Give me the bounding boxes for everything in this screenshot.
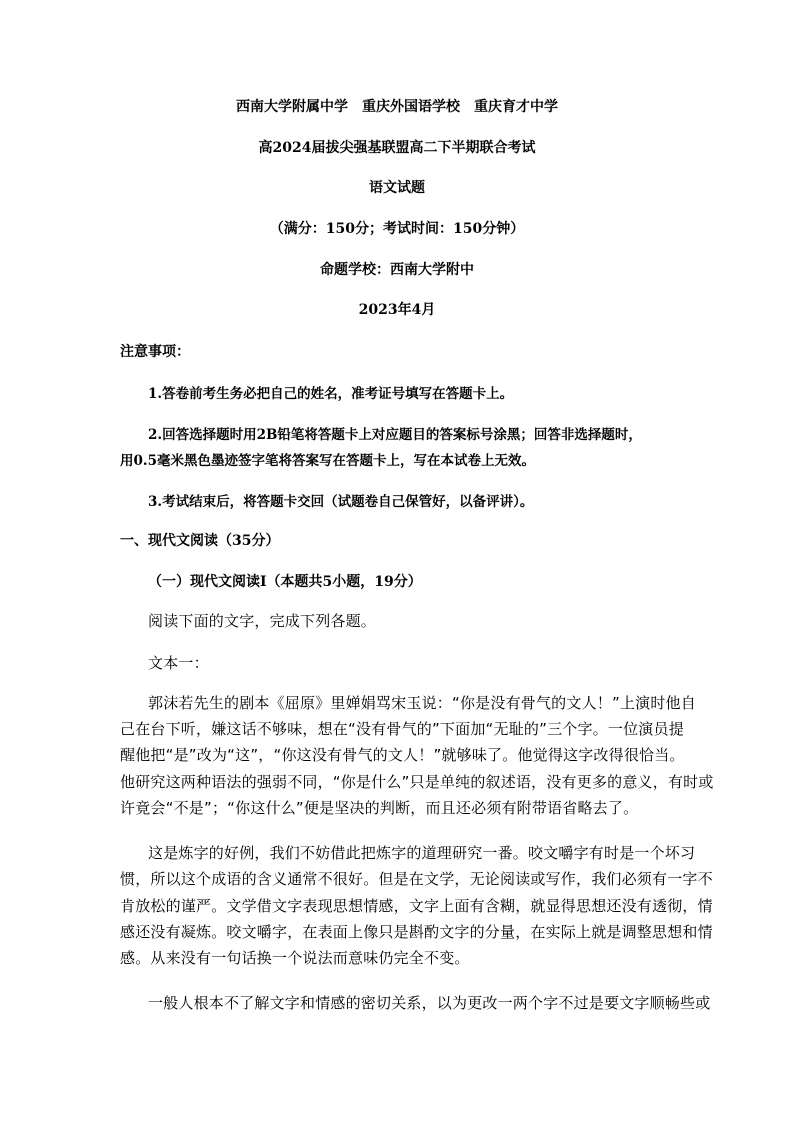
exam-title: 高2024届拔尖强基联盟高二下半期联合考试 <box>258 140 536 156</box>
setter-school: 命题学校：西南大学附中 <box>320 262 474 278</box>
passage-line: 一般人根本不了解文字和情感的密切关系，以为更改一两个字不过是要文字顺畅些或 <box>148 994 711 1012</box>
passage-line: 郭沫若先生的剧本《屈原》里婵娟骂宋玉说：“你是没有骨气的文人！”上演时他自 <box>148 694 696 712</box>
passage-line: 醒他把“是”改为“这”，“你这没有骨气的文人！”就够味了。他觉得这字改得很恰当。 <box>120 746 685 764</box>
school-names: 西南大学附属中学 重庆外国语学校 重庆育才中学 <box>236 99 558 115</box>
notice-item-2-line-2: 用0.5毫米黑色墨迹签字笔将答案写在答题卡上，写在本试卷上无效。 <box>120 453 535 469</box>
notice-title: 注意事项： <box>120 344 190 360</box>
passage-line: 惯，所以这个成语的含义通常不很好。但是在文学，无论阅读或写作，我们必须有一字不 <box>120 870 713 888</box>
passage-line: 他研究这两种语法的强弱不同，“你是什么”只是单纯的叙述语，没有更多的意义，有时或 <box>120 773 714 791</box>
passage-line: 感。从来没有一句话换一个说法而意味仍完全不变。 <box>120 949 470 967</box>
notice-item-3: 3.考试结束后，将答题卡交回（试题卷自己保管好，以备评讲）。 <box>148 494 534 510</box>
passage-line: 感还没有凝炼。咬文嚼字，在表面上像只是斟酌文字的分量，在实际上就是调整思想和情 <box>120 923 713 941</box>
score-time: （满分：150分；考试时间：150分钟） <box>269 221 525 237</box>
text-label: 文本一： <box>148 654 209 672</box>
section-title: 一、现代文阅读（35分） <box>120 533 280 549</box>
instruction: 阅读下面的文字，完成下列各题。 <box>148 612 377 630</box>
notice-item-1: 1.答卷前考生务必把自己的姓名，准考证号填写在答题卡上。 <box>148 386 514 402</box>
passage-line: 己在台下听，嫌这话不够味，想在“没有骨气的”下面加“无耻的”三个字。一位演员提 <box>120 720 684 738</box>
passage-line: 肯放松的谨严。文学借文字表现思想情感，文字上面有含糊，就显得思想还没有透彻，情 <box>120 897 713 915</box>
subject-title: 语文试题 <box>369 180 425 196</box>
notice-item-2-line-1: 2.回答选择题时用2B铅笔将答题卡上对应题目的答案标号涂黑；回答非选择题时， <box>148 427 642 443</box>
passage-line: 这是炼字的好例，我们不妨借此把炼字的道理研究一番。咬文嚼字有时是一个坏习 <box>148 844 696 862</box>
subsection-title: （一）现代文阅读Ⅰ（本题共5小题，19分） <box>148 574 422 590</box>
passage-line: 许竟会“不是”；“你这什么”便是坚决的判断，而且还必须有附带语省略去了。 <box>120 799 639 817</box>
exam-date: 2023年4月 <box>358 302 436 318</box>
